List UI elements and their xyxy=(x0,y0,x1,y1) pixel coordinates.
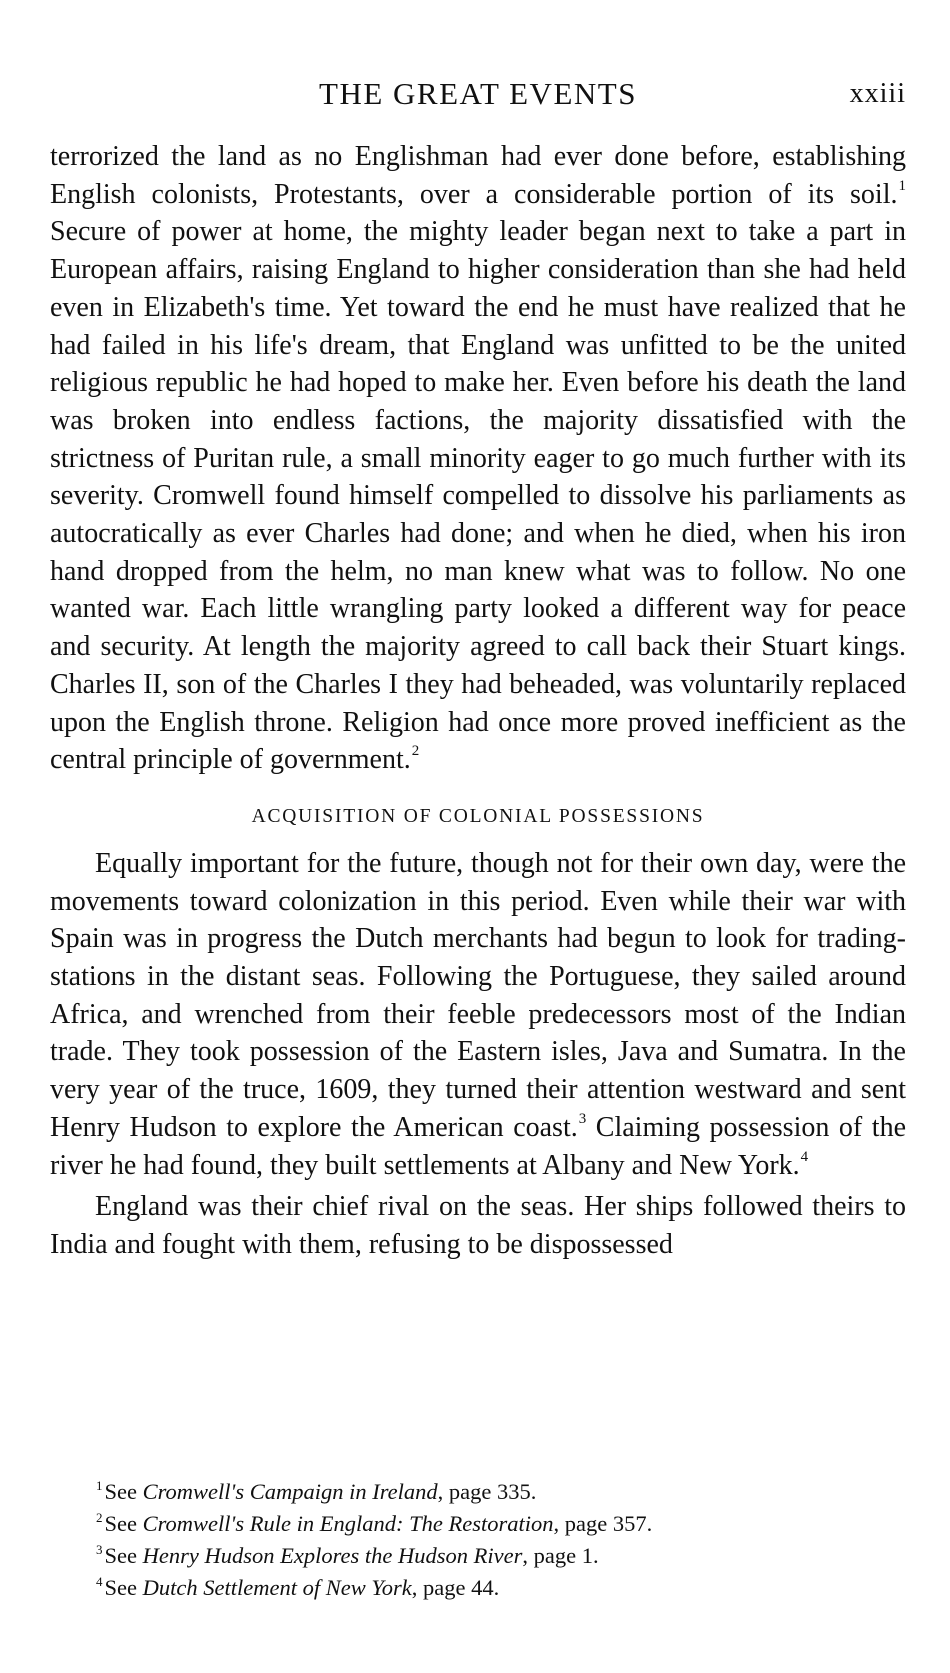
footnote-page: , page 1. xyxy=(522,1543,599,1568)
footnote-prefix: See xyxy=(104,1575,143,1600)
page-number: xxiii xyxy=(849,78,906,109)
paragraph-text: Equally important for the future, though not for their own day, were the movements toward colonization in this period. Even while their war with Spain was in progress the Dutch merchants had begun to look for trading-stations in the distant seas. Following the Portuguese, they sailed around Africa, and wrenched from their feeble predecessors most of the Indian trade. They took possession of the Eastern isles, Java and Sumatra. In the very year of the truce, 1609, they turned their attention westward and sent Henry Hudson to explore the American coast. xyxy=(50,847,906,1143)
footnote-title: Dutch Settlement of New York xyxy=(142,1575,412,1600)
footnote-prefix: See xyxy=(104,1543,143,1568)
footnotes xyxy=(96,1476,916,1604)
footnote-title: Henry Hudson Explores the Hudson River xyxy=(142,1543,523,1568)
footnote-number: 4 xyxy=(96,1574,103,1589)
footnote xyxy=(96,1508,916,1540)
footnote-number: 2 xyxy=(96,1510,103,1525)
footnote-number: 3 xyxy=(96,1542,103,1557)
footnote-page: , page 357. xyxy=(553,1511,653,1536)
section-heading: ACQUISITION OF COLONIAL POSSESSIONS xyxy=(251,805,705,827)
footnote-page: , page 335. xyxy=(437,1479,537,1504)
footnote-number: 1 xyxy=(96,1478,103,1493)
footnote-prefix: See xyxy=(104,1511,143,1536)
footnote-marker: 3 xyxy=(578,1110,587,1127)
paragraph-continued xyxy=(50,138,906,779)
paragraph-text: Secure of power at home, the mighty leader began next to take a part in European affairs, raising England to higher consideration than she had held even in Elizabeth's time. Yet toward the end he must have realized that he had failed in his life's dream, that England was unfitted to be the united religious republic he had hoped to make her. Even before his death the land was broken into endless factions, the majority dissatisfied with the strictness of Puritan rule, a small minority eager to go much further with its severity. Cromwell found himself compelled to dissolve his parliaments as autocratically as ever Charles had done; and when he died, when his iron hand dropped from the helm, no man knew what was to follow. No one wanted war. Each little wrangling party looked a different way for peace and security. At length the majority agreed to call back their Stuart kings. Charles II, son of the Charles I they had beheaded, was voluntarily replaced upon the English throne. Religion had once more proved inefficient as the central principle of government. xyxy=(50,216,906,776)
footnote-title: Cromwell's Campaign in Ireland xyxy=(142,1479,438,1504)
paragraph-text: Claiming possession of the river he had found, they built settlements at Albany and New York. xyxy=(50,1111,906,1181)
paragraph xyxy=(50,1188,906,1263)
footnote-marker: 1 xyxy=(898,177,906,194)
body-text xyxy=(50,138,906,1264)
footnote-prefix: See xyxy=(104,1479,143,1504)
footnote-page: , page 44. xyxy=(411,1575,500,1600)
running-head xyxy=(50,74,906,114)
paragraph xyxy=(50,845,906,1184)
footnote-marker: 4 xyxy=(800,1148,809,1165)
footnote xyxy=(96,1476,916,1508)
paragraph-text: terrorized the land as no Englishman had ever done before, establishing English colonists, Protestants, over a considerable portion of its soil. xyxy=(50,141,906,210)
footnote xyxy=(96,1540,916,1572)
footnote-marker: 2 xyxy=(411,743,420,760)
footnote-title: Cromwell's Rule in England: The Restoration xyxy=(142,1511,554,1536)
paragraph-text: England was their chief rival on the seas. Her ships followed theirs to India and fought with them, refusing to be dispossessed xyxy=(50,1191,906,1260)
running-title: THE GREAT EVENTS xyxy=(319,76,637,111)
footnote xyxy=(96,1572,916,1604)
